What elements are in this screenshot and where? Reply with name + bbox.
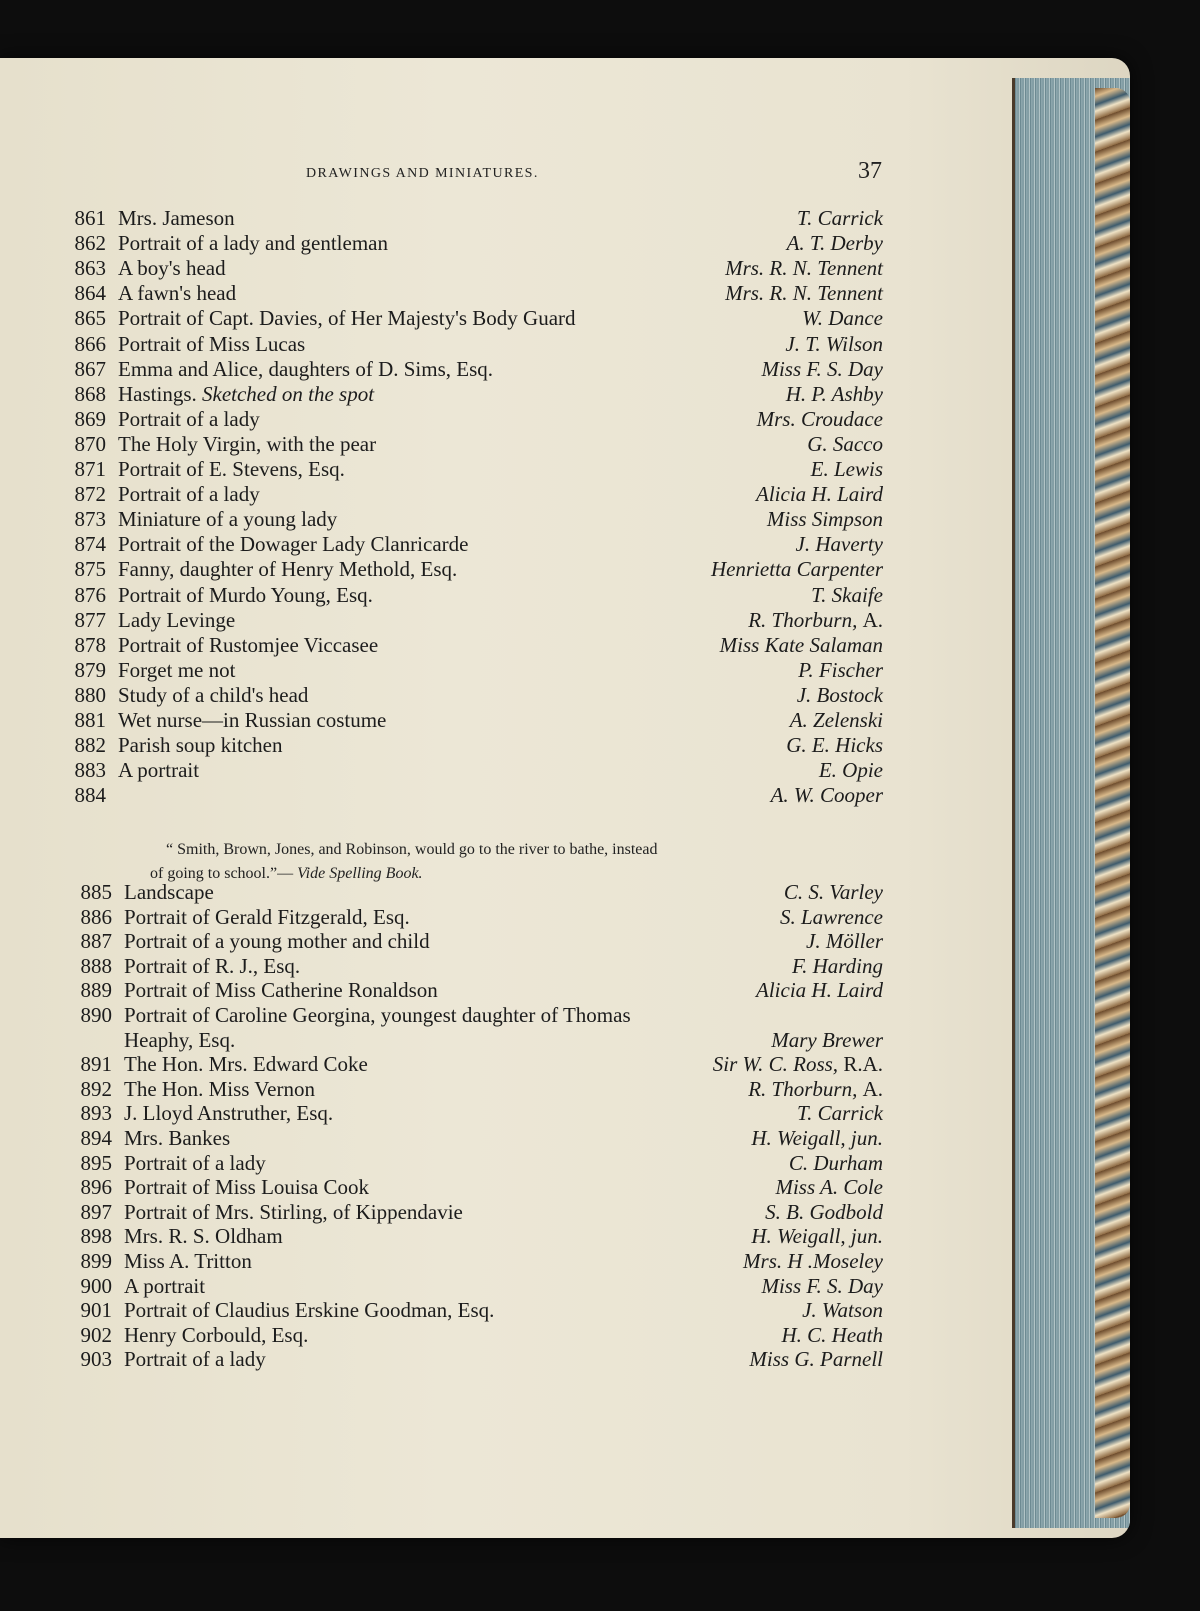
entry-artist (761, 357, 883, 382)
entry-number: 871 (74, 457, 106, 481)
entry-artist-suffix: A. (862, 607, 883, 632)
catalogue-entry (0, 382, 1130, 407)
entry-title-text: Portrait of a lady (124, 1347, 266, 1372)
entry-number: 868 (74, 381, 106, 406)
entry-artist (802, 1298, 883, 1323)
entry-title-text: Mrs. Bankes (124, 1126, 231, 1150)
entry-title (124, 1077, 315, 1102)
entry-artist-name: Alicia H. Laird (756, 978, 883, 1003)
entry-title-text: J. Lloyd Anstruther, Esq. (124, 1101, 334, 1126)
entry-number: 862 (74, 231, 106, 256)
entry-title-text: Hastings. (118, 381, 197, 406)
entry-artist (775, 1175, 883, 1200)
running-header: DRAWINGS AND MINIATURES. (306, 166, 539, 181)
entry-artist (789, 1151, 883, 1176)
catalogue-entry (0, 783, 1130, 808)
catalogue-entry (0, 482, 1130, 507)
entry-artist-name: C. Durham (788, 1150, 883, 1175)
entry-number: 870 (74, 431, 106, 456)
catalogue-entry (0, 432, 1130, 457)
catalogue-entry (0, 633, 1130, 658)
entry-title-text: Portrait of a lady (124, 1150, 266, 1175)
entry-artist-name: R. Thorburn, (748, 607, 858, 632)
entry-artist-name: C. S. Varley (783, 880, 883, 904)
entry-artist-name: A. T. Derby (786, 231, 883, 256)
catalogue-entry (0, 1323, 1130, 1348)
entry-title-text: The Hon. Mrs. Edward Coke (124, 1052, 368, 1077)
entry-artist (765, 1200, 883, 1225)
entry-number: 894 (80, 1126, 112, 1150)
entry-artist (811, 583, 883, 608)
entry-artist-name: Miss F. S. Day (761, 356, 883, 381)
entry-title (118, 683, 308, 708)
entry-artist (725, 256, 883, 281)
entry-title (124, 929, 430, 954)
catalogue-entry (0, 231, 1130, 256)
catalogue-entry (0, 332, 1130, 357)
entry-artist (743, 1249, 883, 1274)
entry-artist-name: Miss G. Parnell (749, 1347, 883, 1372)
entry-artist (811, 457, 883, 482)
entry-title (124, 1003, 631, 1028)
entry-title (118, 532, 468, 557)
catalogue-entry (0, 206, 1130, 231)
quotation (150, 838, 830, 886)
entry-title-text: Portrait of the Dowager Lady Clanricarde (118, 532, 469, 557)
entry-title-text: Portrait of a lady (118, 406, 260, 431)
catalogue-entry (0, 357, 1130, 382)
entry-artist-name: H. C. Heath (781, 1322, 883, 1347)
entry-title (118, 357, 493, 382)
entry-artist (771, 1028, 883, 1053)
entry-title-text: Mrs. R. S. Oldham (124, 1224, 283, 1249)
entry-artist (786, 382, 883, 407)
entry-artist (796, 532, 883, 557)
entry-number: 865 (74, 306, 106, 331)
entry-artist-name: Alicia H. Laird (756, 482, 883, 507)
entry-number: 887 (80, 929, 112, 954)
entry-artist (782, 1323, 884, 1348)
entry-artist-name: Sir W. C. Ross, (712, 1052, 839, 1077)
entry-title (118, 583, 373, 608)
entry-artist-name: Mrs. H .Moseley (743, 1249, 883, 1273)
entry-artist-name: H. P. Ashby (785, 381, 883, 406)
entry-title-text: Portrait of Mrs. Stirling, of Kippendavie (124, 1199, 463, 1224)
entry-artist-name: E. Opie (818, 758, 883, 783)
entry-title-text: Portrait of Miss Louisa Cook (124, 1175, 369, 1200)
entry-title (118, 658, 235, 683)
catalogue-entry (0, 1126, 1130, 1151)
entry-artist-name: Mrs. Croudace (756, 406, 883, 431)
entry-title-text: Study of a child's head (118, 682, 309, 707)
entry-artist-name: J. Möller (806, 929, 883, 954)
catalogue-entry (0, 1101, 1130, 1126)
entry-artist (790, 708, 883, 733)
entry-number: 861 (74, 206, 106, 230)
entry-title (124, 954, 300, 979)
entry-title-text: A boy's head (118, 256, 226, 281)
entry-title-text: Portrait of Murdo Young, Esq. (118, 582, 373, 607)
entry-title-text: The Holy Virgin, with the pear (118, 431, 377, 456)
entry-artist (798, 658, 883, 683)
entry-artist-name: A. Zelenski (789, 708, 883, 732)
entry-artist-name: T. Carrick (797, 206, 883, 230)
entry-title-text: Fanny, daughter of Henry Methold, Esq. (118, 557, 458, 582)
quotation-line: “ Smith, Brown, Jones, and Robinson, would go to the river to bathe, instead (166, 841, 658, 858)
entry-artist-name: E. Lewis (810, 457, 883, 481)
entry-title (124, 1323, 308, 1348)
entry-artist (748, 1077, 883, 1102)
entry-artist (771, 783, 883, 808)
page-number: 37 (858, 158, 882, 184)
entry-number: 873 (74, 507, 106, 532)
entry-artist (748, 608, 883, 633)
catalogue-entry (0, 457, 1130, 482)
entry-title (118, 432, 376, 457)
entry-title (124, 1200, 463, 1225)
entry-title (118, 557, 457, 582)
entry-artist (749, 1347, 883, 1372)
entry-artist (761, 1274, 883, 1299)
catalogue-entry (0, 1052, 1130, 1077)
entry-artist (725, 281, 883, 306)
entry-title (118, 457, 345, 482)
entry-number: 878 (74, 632, 106, 657)
entry-number: 869 (74, 406, 106, 431)
entry-number: 896 (80, 1175, 112, 1200)
entry-title (124, 905, 410, 930)
entry-title-text: A fawn's head (118, 281, 237, 306)
catalogue-entry (0, 608, 1130, 633)
entry-title-text: Parish soup kitchen (118, 733, 283, 758)
entry-title (124, 1052, 368, 1077)
entry-title-text: Portrait of a lady (118, 482, 260, 507)
quotation-text: of going to school.”— (150, 865, 298, 882)
quotation-source: Vide Spelling Book. (297, 865, 423, 882)
entry-number: 893 (80, 1101, 112, 1126)
catalogue-entry (0, 1249, 1130, 1274)
entry-artist-name: F. Harding (791, 953, 883, 978)
entry-title-text: Heaphy, Esq. (124, 1027, 236, 1052)
entry-number: 885 (80, 880, 112, 904)
catalogue-entry (0, 929, 1130, 954)
catalogue-entry (0, 1274, 1130, 1299)
entry-title (124, 1224, 283, 1249)
catalogue-entry (0, 507, 1130, 532)
entry-title-text: Portrait of Rustomjee Viccasee (118, 632, 379, 657)
entry-number: 891 (80, 1052, 112, 1077)
entry-title (118, 306, 576, 331)
catalogue-entry (0, 1003, 1130, 1028)
entry-artist (819, 758, 883, 783)
entry-title (118, 231, 388, 256)
entry-title-text: Portrait of R. J., Esq. (124, 953, 301, 978)
entry-number: 886 (80, 904, 112, 929)
entry-title-text: Mrs. Jameson (118, 206, 235, 230)
entry-number: 895 (80, 1150, 112, 1175)
entry-artist-suffix: A. (862, 1076, 883, 1101)
entry-artist-name: Miss Kate Salaman (719, 632, 883, 657)
entry-artist (756, 978, 883, 1003)
entry-title (118, 256, 226, 281)
entry-title (124, 1126, 230, 1151)
entry-artist (757, 407, 883, 432)
entry-number: 900 (80, 1273, 112, 1298)
entry-title (124, 978, 438, 1003)
entry-number: 881 (74, 708, 106, 732)
entry-number: 901 (80, 1298, 112, 1323)
entry-artist-name: Miss Simpson (766, 507, 883, 532)
entry-title-text: Lady Levinge (118, 607, 236, 632)
entry-title (118, 507, 337, 532)
catalogue-entry (0, 281, 1130, 306)
entry-artist (797, 683, 883, 708)
entry-title (118, 758, 199, 783)
entry-artist-name: Mrs. R. N. Tennent (725, 256, 883, 281)
entry-number: 882 (74, 733, 106, 758)
catalogue-entry (0, 708, 1130, 733)
entry-number: 866 (74, 331, 106, 356)
entry-number: 890 (80, 1003, 112, 1027)
entry-number: 888 (80, 953, 112, 978)
entry-title (124, 1347, 266, 1372)
catalogue-entry (0, 583, 1130, 608)
entry-artist-name: H. Weigall, jun. (751, 1126, 883, 1150)
catalogue-entry (0, 978, 1130, 1003)
entry-title (124, 1249, 252, 1274)
entry-artist-name: P. Fischer (798, 657, 883, 682)
catalogue-entry (0, 256, 1130, 281)
entry-artist-name: T. Carrick (797, 1101, 883, 1126)
entry-artist-name: Mary Brewer (771, 1027, 883, 1052)
entry-number: 903 (80, 1347, 112, 1372)
entry-artist-name: R. Thorburn, (748, 1076, 858, 1101)
entry-title-text: Emma and Alice, daughters of D. Sims, Esq. (118, 356, 494, 381)
entry-artist (756, 482, 883, 507)
entry-number: 889 (80, 978, 112, 1003)
entry-artist-suffix: R.A. (843, 1052, 883, 1077)
entry-artist-name: S. B. Godbold (765, 1199, 883, 1224)
entry-number: 876 (74, 582, 106, 607)
entry-title-text: Portrait of a lady and gentleman (118, 231, 388, 256)
entry-number: 867 (74, 356, 106, 381)
entry-number: 892 (80, 1076, 112, 1101)
entry-artist-name: T. Skaife (811, 582, 883, 607)
entry-artist-name: J. T. Wilson (785, 331, 883, 356)
entry-artist-name: J. Bostock (796, 682, 883, 707)
entry-title-text: A portrait (118, 758, 200, 783)
entry-artist-name: A. W. Cooper (770, 783, 883, 808)
catalogue-entry (0, 557, 1130, 582)
entry-title-italic: Sketched on the spot (202, 381, 375, 406)
catalogue-entry (0, 1298, 1130, 1323)
entry-artist (713, 1052, 883, 1077)
entry-number: 898 (80, 1224, 112, 1249)
entry-number: 875 (74, 557, 106, 582)
entry-artist-name: G. Sacco (807, 431, 883, 456)
entry-number: 877 (74, 607, 106, 632)
entry-artist-name: H. Weigall, jun. (751, 1224, 883, 1249)
catalogue-entry (0, 1224, 1130, 1249)
catalogue-entry (0, 733, 1130, 758)
entry-number: 902 (80, 1322, 112, 1347)
entry-title (124, 1028, 235, 1053)
entry-title (124, 880, 214, 905)
entry-artist (787, 231, 883, 256)
entry-title (124, 1274, 205, 1299)
entry-number: 897 (80, 1199, 112, 1224)
entry-title (124, 1298, 494, 1323)
entry-title (118, 407, 260, 432)
entry-title (124, 1151, 266, 1176)
entry-title-text: The Hon. Miss Vernon (124, 1076, 315, 1101)
entry-number: 899 (80, 1249, 112, 1273)
entry-artist-name: J. Haverty (795, 532, 883, 557)
entry-title-text: Portrait of E. Stevens, Esq. (118, 457, 345, 481)
entry-number: 863 (74, 256, 106, 281)
entry-title (118, 206, 235, 231)
entry-title-text: Portrait of Capt. Davies, of Her Majesty's Body Guard (118, 306, 576, 331)
entry-artist (797, 1101, 883, 1126)
entry-artist (767, 507, 883, 532)
entry-title-text: Miniature of a young lady (118, 507, 338, 532)
catalogue-entry (0, 758, 1130, 783)
catalogue-entry (0, 954, 1130, 979)
entry-title (118, 608, 235, 633)
entry-title-text: Portrait of Claudius Erskine Goodman, Esq. (124, 1298, 495, 1323)
entry-artist-name: W. Dance (802, 306, 883, 331)
catalogue-entry (0, 1151, 1130, 1176)
entry-artist-name: J. Watson (802, 1298, 883, 1323)
entry-title (124, 1101, 333, 1126)
entry-artist (792, 954, 883, 979)
entry-title-text: A portrait (124, 1273, 206, 1298)
catalogue-entry (0, 1200, 1130, 1225)
catalogue-entry (0, 880, 1130, 905)
entry-title-text: Miss A. Tritton (124, 1249, 252, 1273)
entry-artist (784, 880, 883, 905)
entry-title (118, 382, 374, 407)
entry-title-text: Henry Corbould, Esq. (124, 1322, 309, 1347)
entry-title (118, 733, 282, 758)
catalogue-entry (0, 306, 1130, 331)
entry-artist-name: S. Lawrence (779, 904, 883, 929)
entry-title-text: Forget me not (118, 657, 236, 682)
entry-artist-name: Miss F. S. Day (761, 1273, 883, 1298)
entry-number: 883 (74, 758, 106, 783)
catalogue-entry (0, 1077, 1130, 1102)
entry-artist (780, 905, 883, 930)
entry-title (118, 633, 378, 658)
catalogue-entry (0, 658, 1130, 683)
entry-title (118, 482, 260, 507)
entry-artist (751, 1126, 883, 1151)
catalogue-entry (0, 1028, 1130, 1053)
entry-number: 880 (74, 682, 106, 707)
entry-artist (797, 206, 883, 231)
entry-title (124, 1175, 369, 1200)
catalogue-entry (0, 407, 1130, 432)
entry-artist (751, 1224, 883, 1249)
entry-title-text: Portrait of Miss Lucas (118, 331, 306, 356)
entry-artist-name: Miss A. Cole (775, 1175, 883, 1200)
entry-title (118, 281, 236, 306)
entry-artist-name: Henrietta Carpenter (710, 557, 883, 582)
entry-title-text: Portrait of Gerald Fitzgerald, Esq. (124, 904, 410, 929)
entry-artist (711, 557, 883, 582)
entry-artist (785, 332, 883, 357)
entry-artist-name: G. E. Hicks (786, 733, 883, 758)
entry-number: 864 (74, 281, 106, 306)
entry-artist (802, 306, 883, 331)
entry-number: 879 (74, 657, 106, 682)
entry-artist-name: Mrs. R. N. Tennent (725, 281, 883, 306)
catalogue-entry (0, 1175, 1130, 1200)
catalogue-entry (0, 1347, 1130, 1372)
entry-number: 872 (74, 482, 106, 507)
catalogue-entry (0, 905, 1130, 930)
entry-artist (806, 929, 883, 954)
entry-artist (807, 432, 883, 457)
entry-title (118, 332, 305, 357)
entry-title-text: Portrait of Caroline Georgina, youngest daughter of Thomas (124, 1003, 631, 1027)
entry-title-text: Portrait of Miss Catherine Ronaldson (124, 978, 438, 1003)
entry-title-text: Wet nurse—in Russian costume (118, 708, 387, 732)
entry-title-text: Landscape (124, 880, 214, 904)
entry-title (118, 708, 386, 733)
entry-artist (786, 733, 883, 758)
entry-number: 884 (74, 783, 106, 808)
catalogue-entry (0, 683, 1130, 708)
catalogue-entry (0, 532, 1130, 557)
entry-artist (720, 633, 883, 658)
entry-title-text: Portrait of a young mother and child (124, 929, 430, 954)
entry-number: 874 (74, 532, 106, 557)
